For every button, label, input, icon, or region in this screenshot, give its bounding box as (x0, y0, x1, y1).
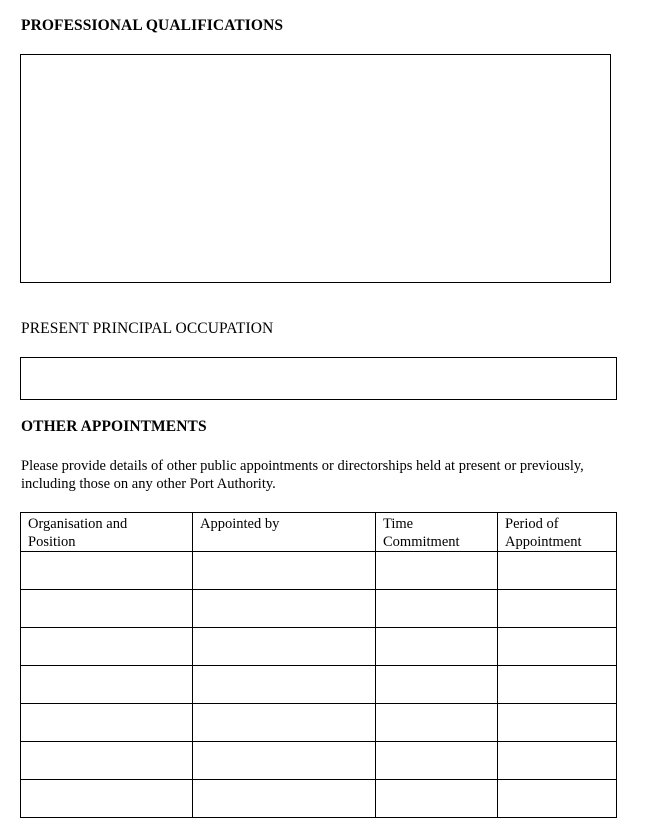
period-of-appointment-cell[interactable] (498, 552, 617, 590)
time-commitment-cell[interactable] (376, 666, 498, 704)
time-commitment-cell[interactable] (376, 704, 498, 742)
period-of-appointment-cell[interactable] (498, 590, 617, 628)
professional-qualifications-field[interactable] (20, 54, 611, 283)
period-of-appointment-cell[interactable] (498, 628, 617, 666)
organisation-position-cell[interactable] (21, 628, 193, 666)
column-header-time-commitment (376, 513, 498, 552)
table-row (21, 590, 617, 628)
appointments-instructions-line2: including those on any other Port Authority. (21, 476, 276, 492)
present-principal-occupation-heading: PRESENT PRINCIPAL OCCUPATION (21, 320, 274, 337)
column-header-line: Appointment (505, 534, 582, 550)
column-header-line: Appointed by (200, 516, 280, 532)
table-row (21, 742, 617, 780)
appointed-by-cell[interactable] (193, 742, 376, 780)
appointed-by-cell[interactable] (193, 666, 376, 704)
present-principal-occupation-field[interactable] (20, 357, 617, 400)
period-of-appointment-cell[interactable] (498, 704, 617, 742)
column-header-line: Organisation and (28, 516, 128, 532)
organisation-position-cell[interactable] (21, 590, 193, 628)
column-header-line: Position (28, 534, 76, 550)
table-header-row (21, 513, 617, 552)
table-row (21, 704, 617, 742)
table-row (21, 666, 617, 704)
professional-qualifications-heading: PROFESSIONAL QUALIFICATIONS (21, 17, 284, 34)
period-of-appointment-cell[interactable] (498, 780, 617, 818)
column-header-line: Period of (505, 516, 559, 532)
other-appointments-table (20, 512, 617, 818)
appointed-by-cell[interactable] (193, 780, 376, 818)
organisation-position-cell[interactable] (21, 704, 193, 742)
time-commitment-cell[interactable] (376, 742, 498, 780)
organisation-position-cell[interactable] (21, 552, 193, 590)
column-header-period-of-appointment (498, 513, 617, 552)
period-of-appointment-cell[interactable] (498, 742, 617, 780)
period-of-appointment-cell[interactable] (498, 666, 617, 704)
time-commitment-cell[interactable] (376, 552, 498, 590)
organisation-position-cell[interactable] (21, 780, 193, 818)
table-row (21, 628, 617, 666)
appointed-by-cell[interactable] (193, 628, 376, 666)
table-row (21, 552, 617, 590)
appointments-instructions-line1: Please provide details of other public appointments or directorships held at present or previously, (21, 458, 584, 474)
column-header-line: Time (383, 516, 414, 532)
time-commitment-cell[interactable] (376, 780, 498, 818)
organisation-position-cell[interactable] (21, 666, 193, 704)
column-header-organisation-position (21, 513, 193, 552)
appointed-by-cell[interactable] (193, 704, 376, 742)
column-header-appointed-by (193, 513, 376, 552)
appointed-by-cell[interactable] (193, 590, 376, 628)
other-appointments-heading: OTHER APPOINTMENTS (21, 418, 207, 435)
time-commitment-cell[interactable] (376, 590, 498, 628)
column-header-line: Commitment (383, 534, 460, 550)
organisation-position-cell[interactable] (21, 742, 193, 780)
appointed-by-cell[interactable] (193, 552, 376, 590)
table-row (21, 780, 617, 818)
time-commitment-cell[interactable] (376, 628, 498, 666)
